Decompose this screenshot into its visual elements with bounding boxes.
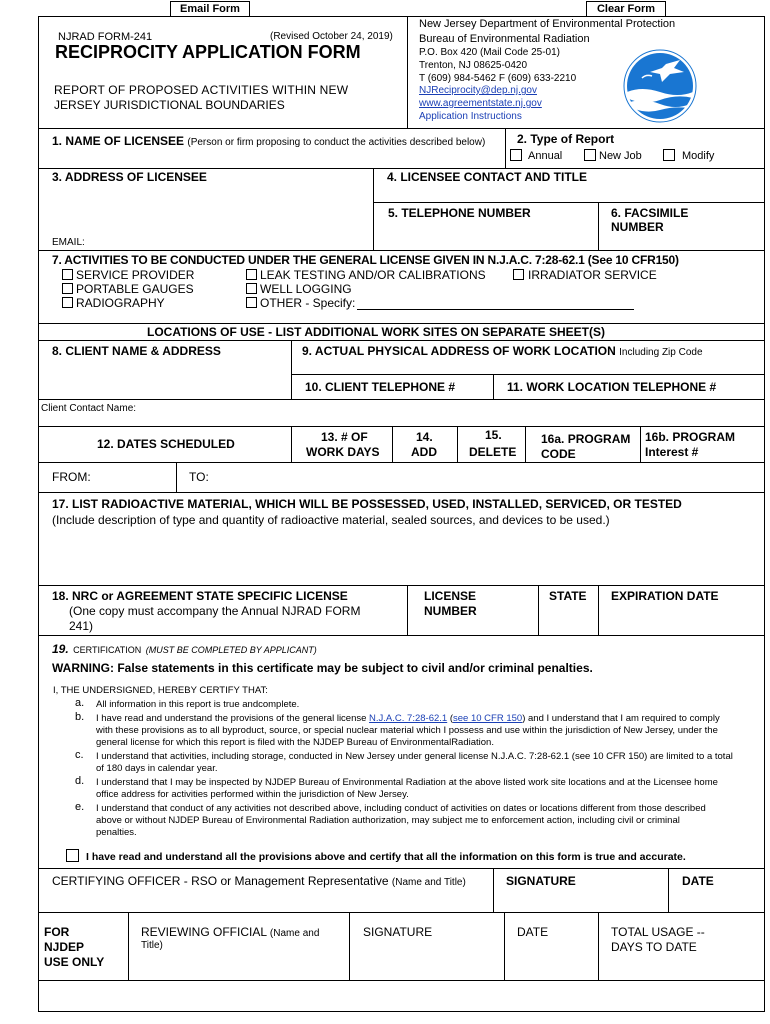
instructions-link[interactable]: Application Instructions [419, 111, 522, 122]
website-link[interactable]: www.agreementstate.nj.gov [419, 98, 542, 109]
work-days-label-1: 13. # OF [321, 430, 368, 444]
licensee-name-label: 1. NAME OF LICENSEE (Person or firm proposing to conduct the activities described below) [52, 134, 486, 148]
njdep-signature-label: SIGNATURE [363, 925, 433, 939]
new-job-label: New Job [599, 150, 642, 162]
activities-label: 7. ACTIVITIES TO BE CONDUCTED UNDER THE GENERAL LICENSE GIVEN IN N.J.A.C. 7:28-62.1 (See 10 CFR150) [52, 253, 679, 267]
cert-b-text: I have read and understand the provisions of the general license N.J.A.C. 7:28-62.1 (see 10 CFR 150) and I understand that I am required to comply with these provisions as to all byproduct, source, or special nuclear material which I possess and use within the jurisdiction of New Jersey, under the general license for which this report is filed with the NJDEP Bureau of EnvironmentalRadiation. [96, 713, 720, 748]
leak-testing-checkbox[interactable] [246, 269, 257, 280]
total-usage-label-1: TOTAL USAGE -- [611, 925, 705, 939]
radioactive-material-label: 17. LIST RADIOACTIVE MATERIAL, WHICH WILL BE POSSESSED, USED, INSTALLED, SERVICED, OR TESTED [52, 497, 682, 511]
from-label: FROM: [52, 470, 91, 484]
revised-date: (Revised October 24, 2019) [270, 31, 393, 42]
cert-e-letter: e. [75, 801, 85, 813]
delete-label-1: 15. [485, 428, 502, 442]
cert-e-text: I understand that conduct of any activities not described above, including conduct of activities on dates or locations different from those described above or without NJDEP Bureau of Environmental Radiation authorization, may subject me to enforcement action, including civil or criminal penalties. [96, 803, 706, 838]
locations-header: LOCATIONS OF USE - LIST ADDITIONAL WORK SITES ON SEPARATE SHEET(S) [147, 325, 606, 339]
add-label-2: ADD [411, 445, 437, 459]
subtitle-line-1: REPORT OF PROPOSED ACTIVITIES WITHIN NEW [54, 83, 349, 97]
specific-license-hint-2: 241) [69, 619, 94, 633]
certification-heading: 19. CERTIFICATION (MUST BE COMPLETED BY APPLICANT) [52, 642, 317, 656]
njdep-logo [622, 48, 698, 124]
irradiator-checkbox[interactable] [513, 269, 524, 280]
cert-c-letter: c. [75, 749, 84, 761]
email-label: EMAIL: [52, 237, 85, 248]
work-location-telephone-label: 11. WORK LOCATION TELEPHONE # [507, 380, 717, 394]
cert-c-text: I understand that activities, including storage, conducted in New Jersey under general license N.J.A.C. 7:28-62.1 (see 10 CFR 150) are limited to a total of 180 days in calendar year. [96, 751, 733, 774]
page-title: RECIPROCITY APPLICATION FORM [55, 42, 361, 62]
contact-title-label: 4. LICENSEE CONTACT AND TITLE [387, 170, 588, 184]
portable-gauges-checkbox[interactable] [62, 283, 73, 294]
modify-label: Modify [682, 150, 715, 162]
specific-license-label: 18. NRC or AGREEMENT STATE SPECIFIC LICENSE [52, 589, 348, 603]
radiography-label: RADIOGRAPHY [76, 296, 165, 310]
delete-label-2: DELETE [469, 445, 517, 459]
program-interest-label-2: Interest # [645, 445, 699, 459]
address-label: 3. ADDRESS OF LICENSEE [52, 170, 207, 184]
radioactive-material-hint: (Include description of type and quantity of radioactive material, sealed sources, and devices to be used.) [52, 513, 610, 527]
modify-checkbox[interactable] [663, 149, 675, 161]
po-box: P.O. Box 420 (Mail Code 25-01) [419, 47, 561, 58]
other-specify-line[interactable] [357, 309, 634, 310]
facsimile-label-1: 6. FACSIMILE [611, 206, 689, 220]
license-number-label-1: LICENSE [424, 589, 477, 603]
certify-agree-text: I have read and understand all the provisions above and certify that all the information on this form is true and accurate. [86, 851, 686, 863]
email-form-button[interactable]: Email Form [170, 1, 250, 17]
expiration-date-label: EXPIRATION DATE [611, 589, 719, 603]
facsimile-label-2: NUMBER [611, 220, 664, 234]
cert-a-text: All information in this report is true andcomplete. [96, 699, 300, 710]
well-logging-checkbox[interactable] [246, 283, 257, 294]
cert-a-letter: a. [75, 697, 85, 709]
service-provider-label: SERVICE PROVIDER [76, 268, 195, 282]
to-label: TO: [189, 470, 209, 484]
cert-d-letter: d. [75, 775, 85, 787]
warning-text: WARNING: False statements in this certificate may be subject to civil and/or criminal penalties. [52, 661, 593, 675]
specific-license-hint-1: (One copy must accompany the Annual NJRAD FORM [69, 604, 361, 618]
certifying-officer-label: CERTIFYING OFFICER - RSO or Management Representative (Name and Title) [52, 874, 466, 888]
annual-checkbox[interactable] [510, 149, 522, 161]
program-code-label-2: CODE [541, 447, 576, 461]
phone-fax: T (609) 984-5462 F (609) 633-2210 [419, 73, 577, 84]
well-logging-label: WELL LOGGING [260, 282, 352, 296]
service-provider-checkbox[interactable] [62, 269, 73, 280]
reviewing-official-label: REVIEWING OFFICIAL (Name and [141, 925, 320, 939]
add-label-1: 14. [416, 430, 433, 444]
other-checkbox[interactable] [246, 297, 257, 308]
work-location-label: 9. ACTUAL PHYSICAL ADDRESS OF WORK LOCATION Including Zip Code [302, 344, 703, 358]
clear-form-button[interactable]: Clear Form [586, 1, 666, 17]
work-days-label-2: WORK DAYS [306, 445, 380, 459]
subtitle-line-2: JERSEY JURISDICTIONAL BOUNDARIES [54, 98, 285, 112]
new-job-checkbox[interactable] [584, 149, 596, 161]
irradiator-label: IRRADIATOR SERVICE [528, 268, 657, 282]
client-contact-label: Client Contact Name: [41, 403, 137, 414]
client-name-address-label: 8. CLIENT NAME & ADDRESS [52, 344, 221, 358]
certify-intro: I, THE UNDERSIGNED, HEREBY CERTIFY THAT: [53, 685, 268, 696]
leak-testing-label: LEAK TESTING AND/OR CALIBRATIONS [260, 268, 486, 282]
email-link[interactable]: NJReciprocity@dep.nj.gov [419, 85, 537, 96]
other-label: OTHER - Specify: [260, 296, 356, 310]
for-njdep-label-2: NJDEP [44, 940, 85, 954]
certifying-signature-label: SIGNATURE [506, 874, 576, 888]
for-njdep-label-3: USE ONLY [44, 955, 105, 969]
reviewing-official-hint: Title) [141, 940, 163, 951]
bureau-name: Bureau of Environmental Radiation [419, 33, 590, 45]
type-of-report-label: 2. Type of Report [517, 132, 615, 146]
license-number-label-2: NUMBER [424, 604, 477, 618]
certifying-date-label: DATE [682, 874, 714, 888]
program-code-label-1: 16a. PROGRAM [541, 432, 631, 446]
for-njdep-label-1: FOR [44, 925, 70, 939]
certify-checkbox[interactable] [66, 849, 79, 862]
njdep-date-label: DATE [517, 925, 549, 939]
dates-scheduled-label: 12. DATES SCHEDULED [97, 437, 235, 451]
client-telephone-label: 10. CLIENT TELEPHONE # [305, 380, 456, 394]
form-id: NJRAD FORM-241 [58, 31, 153, 43]
state-label: STATE [549, 589, 587, 603]
program-interest-label-1: 16b. PROGRAM [645, 430, 736, 444]
cert-d-text: I understand that I may be inspected by NJDEP Bureau of Environmental Radiation at the above listed work site locations and at the Licensee home office address for activities performed within the jurisdiction of New Jersey. [96, 777, 718, 800]
portable-gauges-label: PORTABLE GAUGES [76, 282, 194, 296]
agency-name: New Jersey Department of Environmental Protection [419, 18, 676, 30]
total-usage-label-2: DAYS TO DATE [611, 940, 697, 954]
cfr-link[interactable]: see 10 CFR 150 [453, 713, 523, 724]
annual-label: Annual [528, 150, 563, 162]
njac-link[interactable]: N.J.A.C. 7:28-62.1 [369, 713, 448, 724]
city-address: Trenton, NJ 08625-0420 [419, 60, 528, 71]
telephone-label: 5. TELEPHONE NUMBER [388, 206, 531, 220]
cert-b-letter: b. [75, 711, 85, 723]
radiography-checkbox[interactable] [62, 297, 73, 308]
